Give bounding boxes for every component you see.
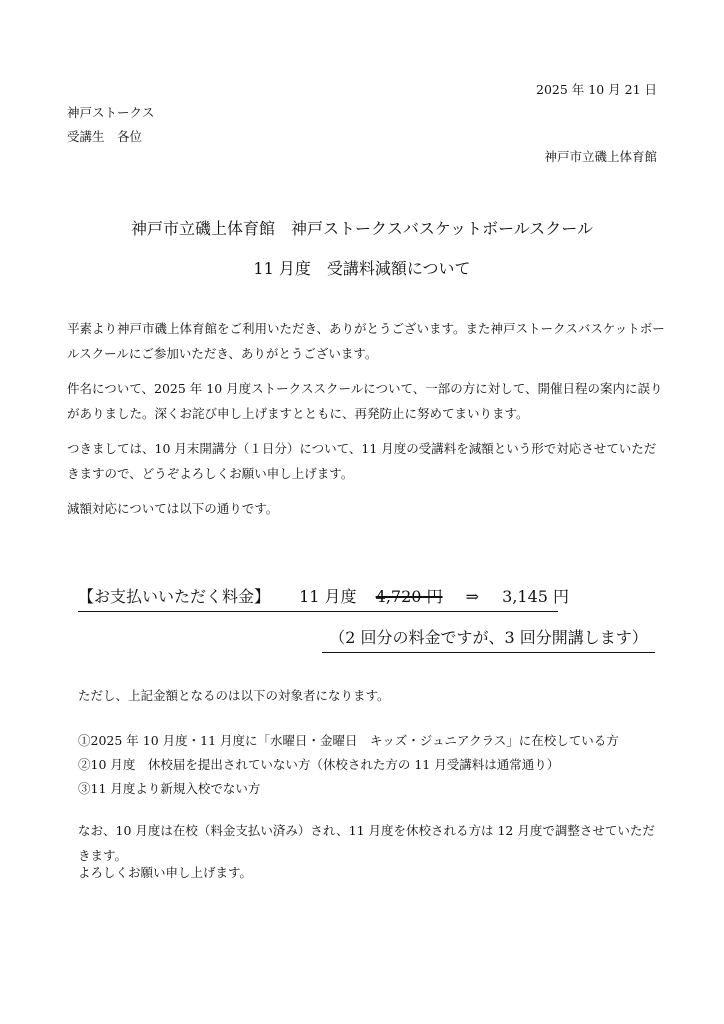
condition-item-3: ③11 月度より新規入校でない方 [78, 781, 261, 796]
condition-item-2: ②10 月度 休校届を提出されていない方（休校された方の 11 月受講料は通常通り） [78, 757, 560, 772]
conditions-intro: ただし、上記金額となるのは以下の対象者になります。 [78, 688, 390, 703]
closing-regards: よろしくお願い申し上げます。 [78, 865, 253, 880]
arrow-icon: ⇒ [465, 587, 480, 606]
fee-month: 11 月度 [299, 587, 357, 606]
condition-item-1: ①2025 年 10 月度・11 月度に「水曜日・金曜日 キッズ・ジュニアクラス」に在校している方 [78, 733, 619, 748]
body-paragraph-4: 減額対応については以下の通りです。 [67, 501, 279, 516]
fee-label: 【お支払いいただく料金】 [78, 587, 271, 606]
fee-old-price: 4,720 円 [375, 587, 443, 606]
body-paragraph-3: つきましては、10 月末開講分（１日分）について、11 月度の受講料を減額という形で対応させていただきますので、どうぞよろしくお願い申し上げます。 [67, 441, 657, 481]
document-title: 神戸市立磯上体育館 神戸ストークスバスケットボールスクール [131, 219, 593, 238]
body-paragraph-2: 件名について、2025 年 10 月度ストークススクールについて、一部の方に対して、開催日程の案内に誤りがありました。深くお詫び申し上げますとともに、再発防止に努めてまいります。 [67, 381, 663, 421]
body-paragraph-1: 平素より神戸市磯上体育館をご利用いただき、ありがとうございます。また神戸ストークスバスケットボールスクールにご参加いただき、ありがとうございます。 [67, 321, 665, 361]
recipient-org: 神戸ストークス [67, 105, 155, 120]
fee-box [78, 583, 570, 612]
fee-note: （2 回分の料金ですが、3 回分開講します） [322, 624, 655, 653]
document-subtitle: 11 月度 受講料減額について [253, 259, 471, 278]
recipient-to: 受講生 各位 [67, 129, 143, 144]
closing-paragraph: なお、10 月度は在校（料金支払い済み）され、11 月度を休校される方は 12 月度で調整させていただきます。 [78, 823, 655, 863]
fee-new-price: 3,145 円 [502, 587, 570, 606]
sender-name: 神戸市立磯上体育館 [544, 149, 657, 164]
document-date: 2025 年 10 月 21 日 [536, 82, 657, 97]
